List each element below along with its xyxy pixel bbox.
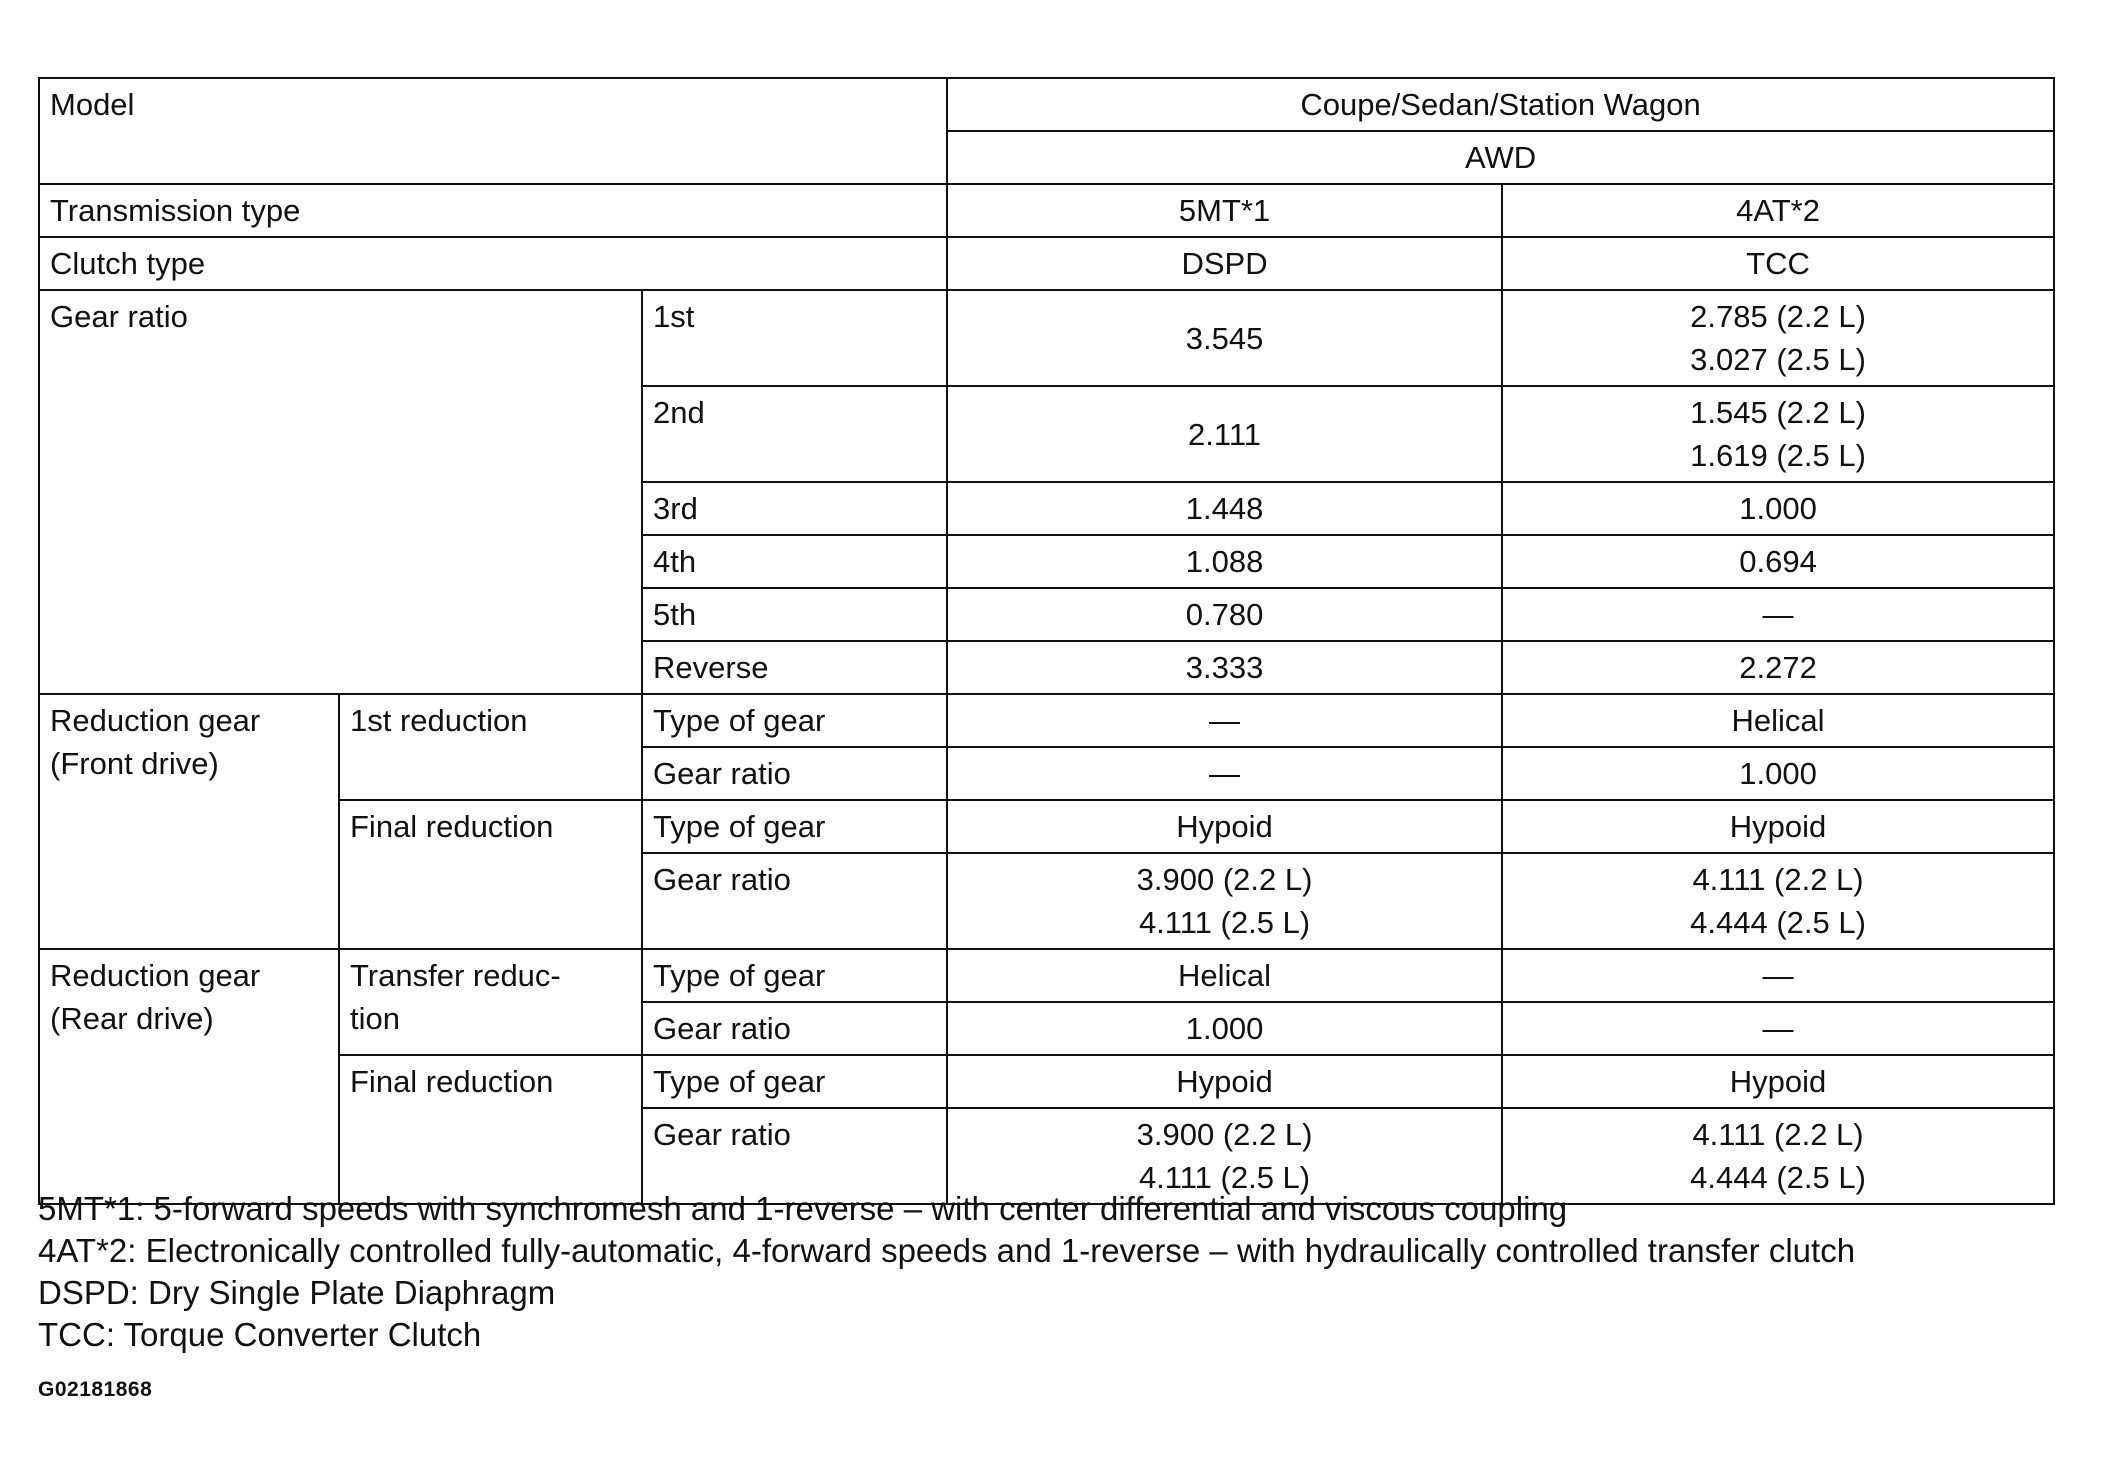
rear-transfer-type-at: — [1762,958,1794,993]
footnote: TCC: Torque Converter Clutch [38,1316,482,1353]
transmission-type-label: Transmission type [50,193,301,228]
rear-final-ratio-mt: 4.111 (2.5 L) [1138,1160,1311,1195]
gear-at-cell [1502,386,2054,482]
front-final-type-at: Hypoid [1729,809,1827,844]
gear-ratio-label-cell [39,290,642,694]
table-row [39,800,2054,853]
front-final-ratio-at-cell [1502,853,2054,949]
table-row [39,237,2054,290]
transmission-mt: 5MT*1 [1178,193,1271,228]
rear-transfer-ratio-mt-cell [947,1002,1502,1055]
gear-name: 4th [653,544,697,579]
gear-ratio-sub-cell [642,1002,947,1055]
gear-ratio-sub-label: Gear ratio [653,1117,791,1152]
transmission-at-cell [1502,184,2054,237]
gear-at-value: — [1762,597,1794,632]
gear-mt-value: 1.448 [1185,491,1264,526]
front-drive-label-line2: (Front drive) [50,746,219,781]
rear-final-ratio-at: 4.111 (2.2 L) [1692,1117,1864,1152]
type-of-gear-cell [642,800,947,853]
transmission-at: 4AT*2 [1736,193,1820,228]
gear-at-cell [1502,535,2054,588]
gear-at-value: 1.000 [1739,491,1817,526]
rear-final-ratio-at: 4.444 (2.5 L) [1690,1160,1866,1195]
gear-name-cell [642,482,947,535]
gear-ratio-sub-label: Gear ratio [653,862,791,897]
gear-mt-value: 3.333 [1185,650,1264,685]
gear-name: 3rd [653,491,698,526]
front-first-ratio-at-cell [1502,747,2054,800]
front-final-type-mt-cell [947,800,1502,853]
table-row [39,290,2054,386]
type-of-gear-cell [642,694,947,747]
gear-at-value: 0.694 [1739,544,1817,579]
gear-name: 5th [653,597,697,632]
table-row [39,949,2054,1002]
gear-name: 2nd [653,395,705,430]
front-first-ratio-mt-cell [947,747,1502,800]
gear-at-cell [1502,290,2054,386]
transmission-type-label-cell [39,184,947,237]
front-first-type-mt-cell [947,694,1502,747]
spec-table [38,77,2055,1205]
gear-name-cell [642,535,947,588]
clutch-mt-cell [947,237,1502,290]
front-final-ratio-at: 4.111 (2.2 L) [1692,862,1864,897]
model-label: Model [50,87,135,122]
clutch-at-cell [1502,237,2054,290]
gear-at-cell [1502,641,2054,694]
rear-final-type-at-cell [1502,1055,2054,1108]
footnote: 5MT*1: 5-forward speeds with synchromesh and 1-reverse – with center differential and viscous coupling [38,1190,1568,1227]
gear-at-cell [1502,482,2054,535]
rear-drive-label-line2: (Rear drive) [50,1001,214,1036]
drive-value-cell [947,131,2054,184]
model-value: Coupe/Sedan/Station Wagon [1300,87,1701,122]
figure-id: G02181868 [38,1378,153,1401]
front-first-type-at-cell [1502,694,2054,747]
rear-drive-label-line1: Reduction gear [50,958,261,993]
front-first-reduction-cell [339,694,642,800]
rear-final-reduction-label: Final reduction [350,1064,554,1099]
footnote: 4AT*2: Electronically controlled fully-automatic, 4-forward speeds and 1-reverse – with hydraulically controlled transfer clutch [38,1232,1856,1269]
gear-name-cell [642,588,947,641]
gear-name: 1st [653,299,695,334]
table-row [39,78,2054,131]
gear-at-value: 3.027 (2.5 L) [1690,342,1866,377]
front-first-ratio-mt: — [1209,756,1241,791]
clutch-at: TCC [1746,246,1810,281]
gear-at-value: 2.785 (2.2 L) [1690,299,1866,334]
clutch-mt: DSPD [1181,246,1268,281]
rear-transfer-ratio-at: — [1762,1011,1794,1046]
front-final-ratio-mt: 3.900 (2.2 L) [1136,862,1313,897]
front-final-ratio-mt: 4.111 (2.5 L) [1138,905,1311,940]
gear-mt-value: 3.545 [1185,320,1264,356]
front-final-ratio-at: 4.444 (2.5 L) [1690,905,1866,940]
rear-final-type-mt: Hypoid [1176,1064,1273,1099]
gear-mt-cell [947,535,1502,588]
front-first-ratio-at: 1.000 [1739,756,1817,791]
gear-ratio-sub-label: Gear ratio [653,756,791,791]
gear-ratio-label: Gear ratio [50,299,188,334]
rear-final-type-mt-cell [947,1055,1502,1108]
type-of-gear-cell [642,949,947,1002]
gear-mt-value: 1.088 [1185,544,1264,579]
model-label-cell [39,78,947,184]
gear-mt-cell [947,482,1502,535]
type-of-gear-label: Type of gear [653,703,826,738]
rear-transfer-reduction-cell [339,949,642,1055]
gear-ratio-sub-label: Gear ratio [653,1011,791,1046]
drive-value: AWD [1464,140,1537,175]
rear-transfer-ratio-mt: 1.000 [1185,1011,1264,1046]
gear-mt-cell [947,386,1502,482]
gear-at-cell [1502,588,2054,641]
model-value-cell [947,78,2054,131]
front-first-reduction-label: 1st reduction [350,703,528,738]
front-final-ratio-mt-cell [947,853,1502,949]
gear-mt-value: 0.780 [1185,597,1264,632]
gear-at-value: 1.545 (2.2 L) [1690,395,1866,430]
rear-transfer-type-at-cell [1502,949,2054,1002]
type-of-gear-cell [642,1055,947,1108]
front-final-type-at-cell [1502,800,2054,853]
gear-ratio-sub-cell [642,747,947,800]
rear-final-reduction-cell [339,1055,642,1204]
rear-final-type-at: Hypoid [1729,1064,1827,1099]
gear-name-cell [642,641,947,694]
rear-transfer-reduction-label-line1: Transfer reduc- [350,958,561,993]
front-drive-label-cell [39,694,339,949]
rear-transfer-type-mt-cell [947,949,1502,1002]
clutch-type-label-cell [39,237,947,290]
rear-transfer-ratio-at-cell [1502,1002,2054,1055]
gear-at-value: 2.272 [1739,650,1817,685]
gear-name: Reverse [653,650,769,685]
rear-transfer-type-mt: Helical [1178,958,1272,993]
footnote: DSPD: Dry Single Plate Diaphragm [38,1274,556,1311]
table-row [39,184,2054,237]
front-final-reduction-cell [339,800,642,949]
gear-mt-cell [947,588,1502,641]
front-first-type-mt: — [1209,703,1241,738]
front-final-reduction-label: Final reduction [350,809,554,844]
footnotes [38,1188,1855,1356]
table-row [39,1055,2054,1108]
transmission-mt-cell [947,184,1502,237]
clutch-type-label: Clutch type [50,246,206,281]
gear-name-cell [642,386,947,482]
type-of-gear-label: Type of gear [653,958,826,993]
gear-mt-cell [947,290,1502,386]
gear-mt-value: 2.111 [1188,416,1262,452]
front-drive-label-line1: Reduction gear [50,703,261,738]
type-of-gear-label: Type of gear [653,809,826,844]
rear-drive-label-cell [39,949,339,1204]
front-final-type-mt: Hypoid [1176,809,1273,844]
gear-mt-cell [947,641,1502,694]
type-of-gear-label: Type of gear [653,1064,826,1099]
table-row [39,694,2054,747]
gear-name-cell [642,290,947,386]
rear-final-ratio-mt: 3.900 (2.2 L) [1136,1117,1313,1152]
front-first-type-at: Helical [1731,703,1825,738]
gear-at-value: 1.619 (2.5 L) [1690,438,1866,473]
rear-transfer-reduction-label-line2: tion [350,1001,400,1036]
gear-ratio-sub-cell [642,853,947,949]
